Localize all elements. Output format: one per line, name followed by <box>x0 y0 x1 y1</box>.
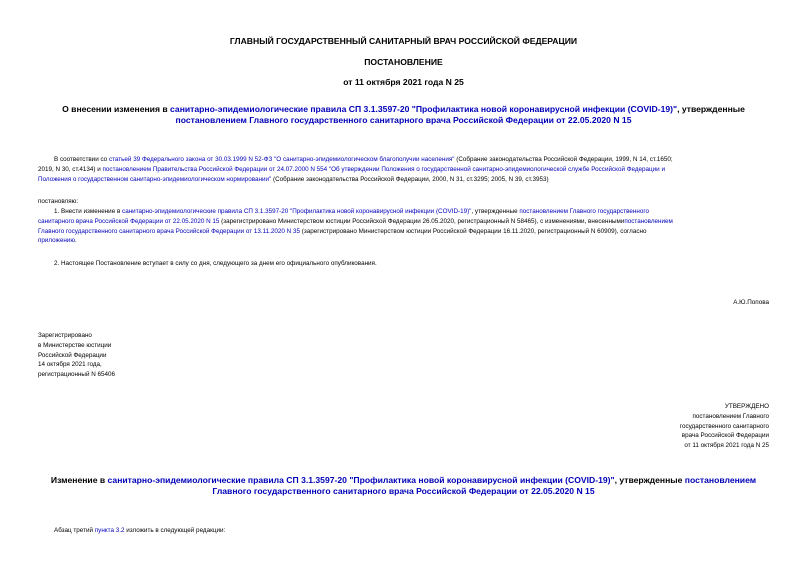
preamble-text-3: 2019, N 30, ст.4134) и <box>38 165 103 173</box>
annex-link-resolution-cont[interactable]: Главного государственного санитарного врача Российской Федерации от 22.05.2020 N 15 <box>212 486 595 496</box>
signature-name: А.Ю.Попова <box>733 299 769 306</box>
preamble-text-2: (Собрание законодательства Российской Федерации, 1999, N 14, ст.1650; <box>454 156 673 163</box>
preamble-link-government-resolution[interactable]: постановлением Правительства Российской Федерации от 24.07.2000 N 554 "Об утверждении Положения о государственной санитарно-эпидемиологической службе Российской Федерации и <box>102 165 665 173</box>
registration-line: 14 октября 2021 года, <box>38 361 102 369</box>
issuing-authority: ГЛАВНЫЙ ГОСУДАРСТВЕННЫЙ САНИТАРНЫЙ ВРАЧ РОССИЙСКОЙ ФЕДЕРАЦИИ <box>229 36 578 46</box>
annex-title-middle: , утвержденные <box>614 475 685 485</box>
item1-text-3: (зарегистрировано Министерством юстиции Российской Федерации 26.05.2020, регистрационный N 58465), с изменениями, внесенными <box>219 217 625 225</box>
item-1-paragraph <box>38 207 771 246</box>
title-link-sanitary-rules[interactable]: санитарно-эпидемиологические правила СП 3.1.3597-20 "Профилактика новой коронавирусной инфекции (COVID-19)" <box>170 104 678 114</box>
registration-line: в Министерстве юстиции <box>38 341 112 349</box>
item-2-paragraph: 2. Настоящее Постановление вступает в силу со дня, следующего за днем его официального опубликования. <box>54 260 377 267</box>
document-type: ПОСТАНОВЛЕНИЕ <box>364 57 443 67</box>
annex-link-sanitary-rules[interactable]: санитарно-эпидемиологические правила СП 3.1.3597-20 "Профилактика новой коронавирусной инфекции (COVID-19)" <box>107 475 615 485</box>
approval-line: от 11 октября 2021 года N 25 <box>684 442 769 450</box>
approval-line: врача Российской Федерации <box>681 432 769 440</box>
preamble-paragraph <box>38 155 773 184</box>
title-middle: , утвержденные <box>677 104 745 114</box>
item1-link-resolution-35-cont[interactable]: Главного государственного санитарного врача Российской Федерации от 13.11.2020 N 35 <box>38 227 300 235</box>
item1-text-2: , утвержденные <box>471 208 520 215</box>
resolve-word: постановляю: <box>38 198 79 205</box>
annex-title <box>0 475 807 497</box>
item1-text-5: . <box>75 237 77 245</box>
approval-line: УТВЕРЖДЕНО <box>724 403 769 410</box>
title-prefix: О внесении изменения в <box>62 104 171 114</box>
document-date-number: от 11 октября 2021 года N 25 <box>343 77 464 87</box>
annex-link-resolution[interactable]: постановлением <box>684 475 757 485</box>
last-link-item-3-2[interactable]: пункта 3.2 <box>94 527 125 534</box>
approval-line: постановлением Главного <box>692 412 769 420</box>
item1-link-sanitary-rules[interactable]: санитарно-эпидемиологические правила СП 3.1.3597-20 "Профилактика новой коронавирусной инфекции (COVID-19)" <box>122 208 472 215</box>
item1-text-4: (зарегистрировано Министерством юстиции Российской Федерации 16.11.2020, регистрационный N 60909), согласно <box>299 227 647 235</box>
item1-text-1: 1. Внести изменение в <box>54 208 123 215</box>
registration-line: Российской Федерации <box>38 351 107 359</box>
item1-link-appendix[interactable]: приложению <box>38 237 76 245</box>
registration-block <box>38 331 115 380</box>
last-text-2: изложить в следующей редакции: <box>124 527 226 534</box>
approval-line: государственного санитарного <box>679 422 769 430</box>
document-title <box>0 104 807 126</box>
annex-title-prefix: Изменение в <box>50 475 108 485</box>
item1-link-resolution-15-cont[interactable]: санитарного врача Российской Федерации от 22.05.2020 N 15 <box>38 217 220 225</box>
registration-line: регистрационный N 65406 <box>38 371 116 379</box>
last-text-1: Абзац третий <box>54 527 95 534</box>
preamble-text-4: (Собрание законодательства Российской Федерации, 2000, N 31, ст.3295; 2005, N 39, ст.3953) <box>271 175 549 183</box>
item1-link-resolution-35[interactable]: постановлением <box>624 217 673 225</box>
approval-block <box>680 402 769 451</box>
preamble-text-1: В соответствии со <box>54 156 109 163</box>
preamble-link-government-resolution-cont[interactable]: Положения о государственном санитарно-эпидемиологическом нормировании" <box>38 175 272 183</box>
last-paragraph <box>54 526 225 536</box>
item1-link-resolution-15[interactable]: постановлением Главного государственного <box>519 208 650 215</box>
registration-line: Зарегистрировано <box>38 332 92 339</box>
preamble-link-federal-law[interactable]: статьей 39 Федерального закона от 30.03.1999 N 52-ФЗ "О санитарно-эпидемиологическом благополучии населения" <box>108 156 455 163</box>
title-link-resolution[interactable]: постановлением Главного государственного санитарного врача Российской Федерации от 22.05.2020 N 15 <box>175 115 632 125</box>
